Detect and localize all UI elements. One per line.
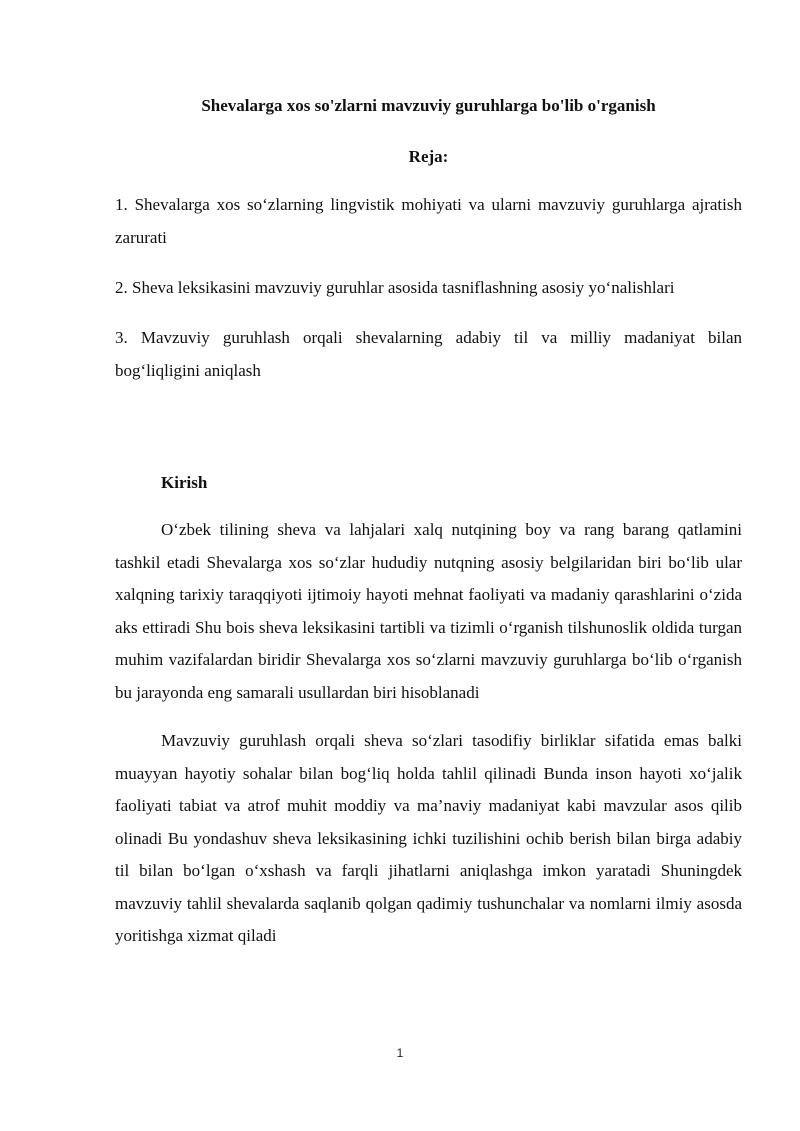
plan-item-1: 1. Shevalarga xos so‘zlarning lingvistik mohiyati va ularni mavzuviy guruhlarga ajratish zarurati (115, 195, 742, 247)
intro-paragraph-1: O‘zbek tilining sheva va lahjalari xalq nutqining boy va rang barang qatlamini tashkil etadi Shevalarga xos so‘zlar hududiy nutqning asosiy belgilaridan biri bo‘lib ular xalqning tarixiy taraqqiyoti ijtimoiy hayoti mehnat faoliyati va madaniy qarashlarini o‘zida aks ettiradi Shu bois sheva leksikasini tartibli va tizimli o‘rganish tilshunoslik oldida turgan muhim vazifalardan biridir Shevalarga xos so‘zlarni mavzuviy guruhlarga bo‘lib o‘rganish bu jarayonda eng samarali usullardan biri hisoblanadi (115, 520, 742, 702)
page-number: 1 (396, 1046, 404, 1060)
plan-list (115, 188, 742, 387)
document-title: Shevalarga xos so'zlarni mavzuviy guruhlarga bo'lib o'rganish (201, 96, 656, 115)
page-content (115, 94, 742, 953)
plan-item-3: 3. Mavzuviy guruhlash orqali shevalarning adabiy til va milliy madaniyat bilan bog‘liqligini aniqlash (115, 328, 742, 380)
plan-heading: Reja: (408, 147, 449, 166)
intro-heading: Kirish (161, 473, 208, 492)
intro-paragraph-2: Mavzuviy guruhlash orqali sheva so‘zlari tasodifiy birliklar sifatida emas balki muayyan hayotiy sohalar bilan bog‘liq holda tahlil qilinadi Bunda inson hayoti xo‘jalik faoliyati tabiat va atrof muhit moddiy va ma’naviy madaniyat kabi mavzular asos qilib olinadi Bu yondashuv sheva leksikasining ichki tuzilishini ochib berish bilan birga adabiy til bilan bo‘lgan o‘xshash va farqli jihatlarni aniqlashga imkon yaratadi Shuningdek mavzuviy tahlil shevalarda saqlanib qolgan qadimiy tushunchalar va nomlarni ilmiy asosda yoritishga xizmat qiladi (115, 731, 742, 945)
plan-item-2: 2. Sheva leksikasini mavzuviy guruhlar asosida tasniflashning asosiy yo‘nalishlari (115, 278, 675, 297)
